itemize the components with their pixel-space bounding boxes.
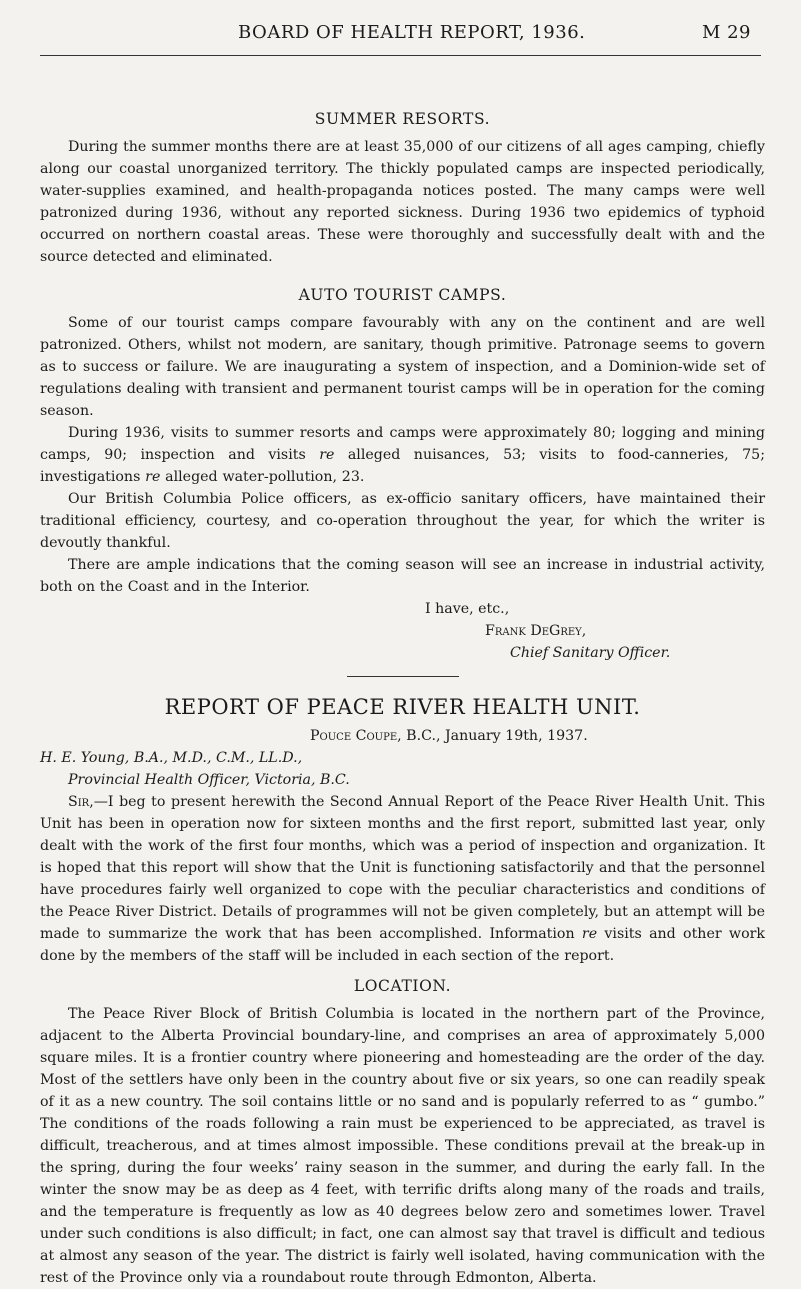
addressee-office: Provincial Health Officer, Victoria, B.C.: [68, 772, 350, 788]
header-title: BOARD OF HEALTH REPORT, 1936.: [238, 22, 586, 43]
running-header: [40, 22, 761, 46]
paragraph-location: The Peace River Block of British Columbia is located in the northern part of the Province, adjacent to the Alberta Provincial boundary-line, and comprises an area of approximately 5,000 square miles. It is a frontier country where pioneering and homesteading are the order of the day. Most of the settlers have only been in the country about five or six years, so one can readily speak of it as a new country. The soil contains little or no sand and is popularly referred to as “ gumbo.” The conditions of the roads following a rain must be experienced to be appreciated, as travel is difficult, treacherous, and at times almost impossible. These conditions prevail at the break-up in the spring, during the four weeks’ rainy season in the summer, and during the early fall. In the winter the snow may be as deep as 4 feet, with terrific drifts along many of the roads and trails, and the temperature is frequently as low as 40 degrees below zero and sometimes lower. Travel under such conditions is also difficult; in fact, one can almost say that travel is difficult and tedious at almost any season of the year. The district is fairly well isolated, having communication with the rest of the Province only via a roundabout route through Edmonton, Alberta.: [40, 1006, 765, 1286]
page-body: [40, 110, 765, 1289]
paragraph-tourist-camps-1: Some of our tourist camps compare favourably with any on the continent and are well patronized. Others, whilst not modern, are sanitary, though primitive. Patronage seems to govern as to success or failure. We are inaugurating a system of inspection, and a Dominion-wide set of regulations dealing with transient and permanent tourist camps will be in operation for the coming season.: [40, 315, 765, 419]
page-number: M 29: [701, 22, 751, 43]
addressee-name: H. E. Young, B.A., M.D., C.M., LL.D.,: [40, 750, 303, 766]
section-heading-location: LOCATION.: [353, 977, 452, 995]
signer-title: Chief Sanitary Officer.: [510, 645, 671, 661]
paragraph-tourist-camps-2: During 1936, visits to summer resorts and camps were approximately 80; logging and mining camps, 90; inspection and visits re alleged nuisances, 53; visits to food-canneries, 75; investigations re alleged water-pollution, 23.: [40, 425, 765, 485]
report-heading-peace-river: REPORT OF PEACE RIVER HEALTH UNIT.: [164, 695, 641, 719]
paragraph-tourist-camps-4: There are ample indications that the coming season will see an increase in industrial activity, both on the Coast and in the Interior.: [40, 557, 765, 595]
section-heading-auto-tourist-camps: AUTO TOURIST CAMPS.: [298, 286, 507, 304]
paragraph-summer-resorts: During the summer months there are at least 35,000 of our citizens of all ages camping, chiefly along our coastal unorganized territory. The thickly populated camps are inspected periodically, water-supplies examined, and health-propaganda notices posted. The many camps were well patronized during 1936, without any reported sickness. During 1936 two epidemics of typhoid occurred on northern coastal areas. These were thoroughly and successfully dealt with and the source detected and eliminated.: [40, 139, 765, 265]
header-rule: [40, 55, 761, 56]
signer-name: Frank DeGrey,: [485, 623, 587, 639]
section-heading-summer-resorts: SUMMER RESORTS.: [314, 110, 491, 128]
dateline: Pouce Coupe, B.C., January 19th, 1937.: [310, 728, 588, 744]
paragraph-tourist-camps-3: Our British Columbia Police officers, as ex-officio sanitary officers, have maintained their traditional efficiency, courtesy, and co-operation throughout the year, for which the writer is devoutly thankful.: [40, 491, 765, 551]
paragraph-peace-river-intro: Sir,—I beg to present herewith the Second Annual Report of the Peace River Health Unit. This Unit has been in operation now for sixteen months and the first report, submitted last year, only dealt with the work of the first four months, which was a period of inspection and organization. It is hoped that this report will show that the Unit is functioning satisfactorily and that the personnel have procedures fairly well organized to cope with the peculiar characteristics and conditions of the Peace River District. Details of programmes will not be given completely, but an attempt will be made to summarize the work that has been accomplished. Information re visits and other work done by the members of the staff will be included in each section of the report.: [40, 794, 765, 964]
closing-line: I have, etc.,: [425, 601, 510, 617]
